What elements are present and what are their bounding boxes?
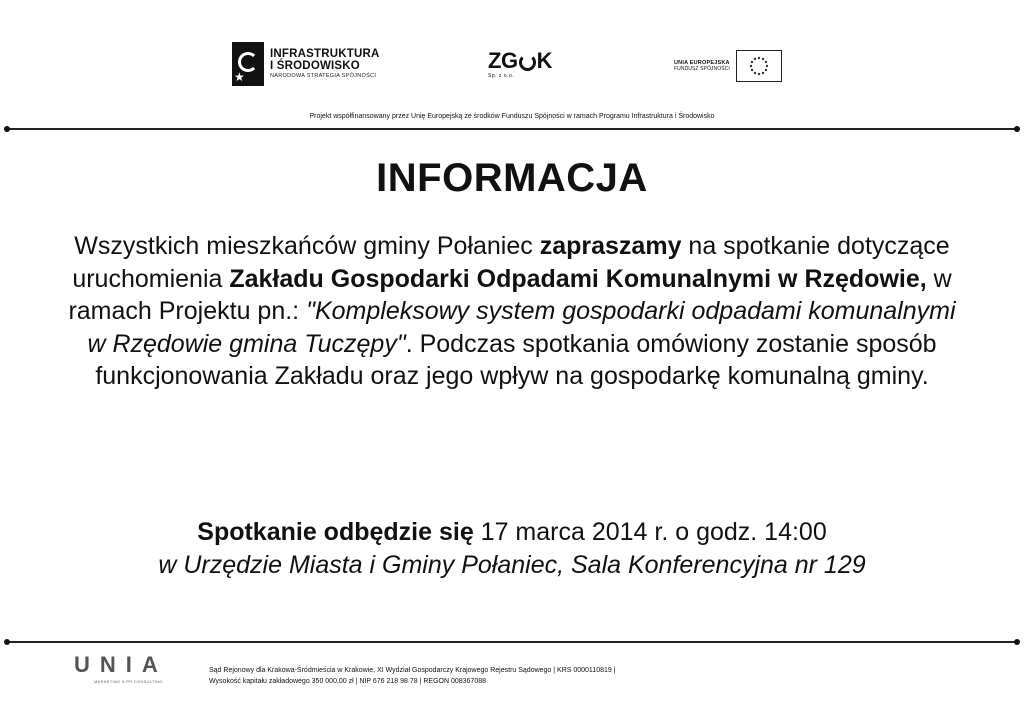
logo-bar xyxy=(0,40,1024,100)
eu-stars-icon xyxy=(737,51,781,81)
infrastruktura-line1: INFRASTRUKTURA xyxy=(270,48,380,61)
recycle-ring-icon xyxy=(519,54,536,71)
footer-line1: Sąd Rejonowy dla Krakowa-Śródmieścia w Krakowie, XI Wydział Gospodarczy Krajowego Rejestru Sądowego | KRS 0000110819 | xyxy=(209,667,616,674)
unia-sub: MARKETING & PR CONSULTING xyxy=(94,679,163,684)
body-bold-facility: Zakładu Gospodarki Odpadami Komunalnymi w Rzędowie, xyxy=(229,264,927,293)
unia-word: UNIA xyxy=(74,652,168,677)
infrastruktura-logo xyxy=(232,42,379,86)
body-text-3: w ramach Projektu pn.: xyxy=(68,264,952,325)
eu-flag-icon xyxy=(736,50,782,82)
zgok-right: K xyxy=(536,48,552,73)
body-paragraph xyxy=(62,230,962,393)
cofinancing-note: Projekt współfinansowany przez Unię Europejską ze środków Funduszu Spójności w ramach Programu Infrastruktura i Środowisko xyxy=(309,113,715,120)
meeting-place: w Urzędzie Miasta i Gminy Połaniec, Sala Konferencyjna nr 129 xyxy=(158,551,866,579)
bottom-divider xyxy=(7,641,1017,643)
eu-line2: FUNDUSZ SPÓJNOŚCI xyxy=(674,66,730,73)
footer xyxy=(0,652,1024,692)
zgok-sub: Sp. z o.o. xyxy=(488,73,515,79)
zgok-left: ZG xyxy=(488,48,518,73)
footer-registry xyxy=(209,665,616,687)
infrastruktura-line3: NARODOWA STRATEGIA SPÓJNOŚCI xyxy=(270,73,377,80)
body-project-name: "Kompleksowy system gospodarki odpadami komunalnymi w Rzędowie gmina Tuczępy" xyxy=(87,297,956,358)
infrastruktura-line2: I ŚRODOWISKO xyxy=(270,60,360,73)
page-title: INFORMACJA xyxy=(376,156,648,200)
footer-line2: Wysokość kapitału zakładowego 350 000,00 zł | NIP 676 218 98 78 | REGON 008367088 xyxy=(209,678,487,685)
infrastruktura-emblem-icon xyxy=(232,42,264,86)
eu-logo xyxy=(674,50,782,82)
body-text-1: Wszystkich mieszkańców gminy Połaniec xyxy=(74,232,540,260)
meeting-bold: Spotkanie odbędzie się xyxy=(197,518,474,546)
meeting-date: 17 marca 2014 r. o godz. 14:00 xyxy=(473,518,827,546)
zgok-logo xyxy=(488,50,552,79)
body-bold-invite: zapraszamy xyxy=(539,232,682,260)
meeting-info xyxy=(62,516,962,582)
unia-logo xyxy=(74,654,168,684)
body-text-4: . Podczas spotkania omówiony zostanie sposób funkcjonowania Zakładu oraz jego wpływ na gospodarkę komunalną gminy. xyxy=(95,329,937,390)
top-divider xyxy=(7,128,1017,130)
body-text-2: na spotkanie dotyczące uruchomienia xyxy=(72,232,950,293)
eu-line1: UNIA EUROPEJSKA xyxy=(674,59,730,66)
